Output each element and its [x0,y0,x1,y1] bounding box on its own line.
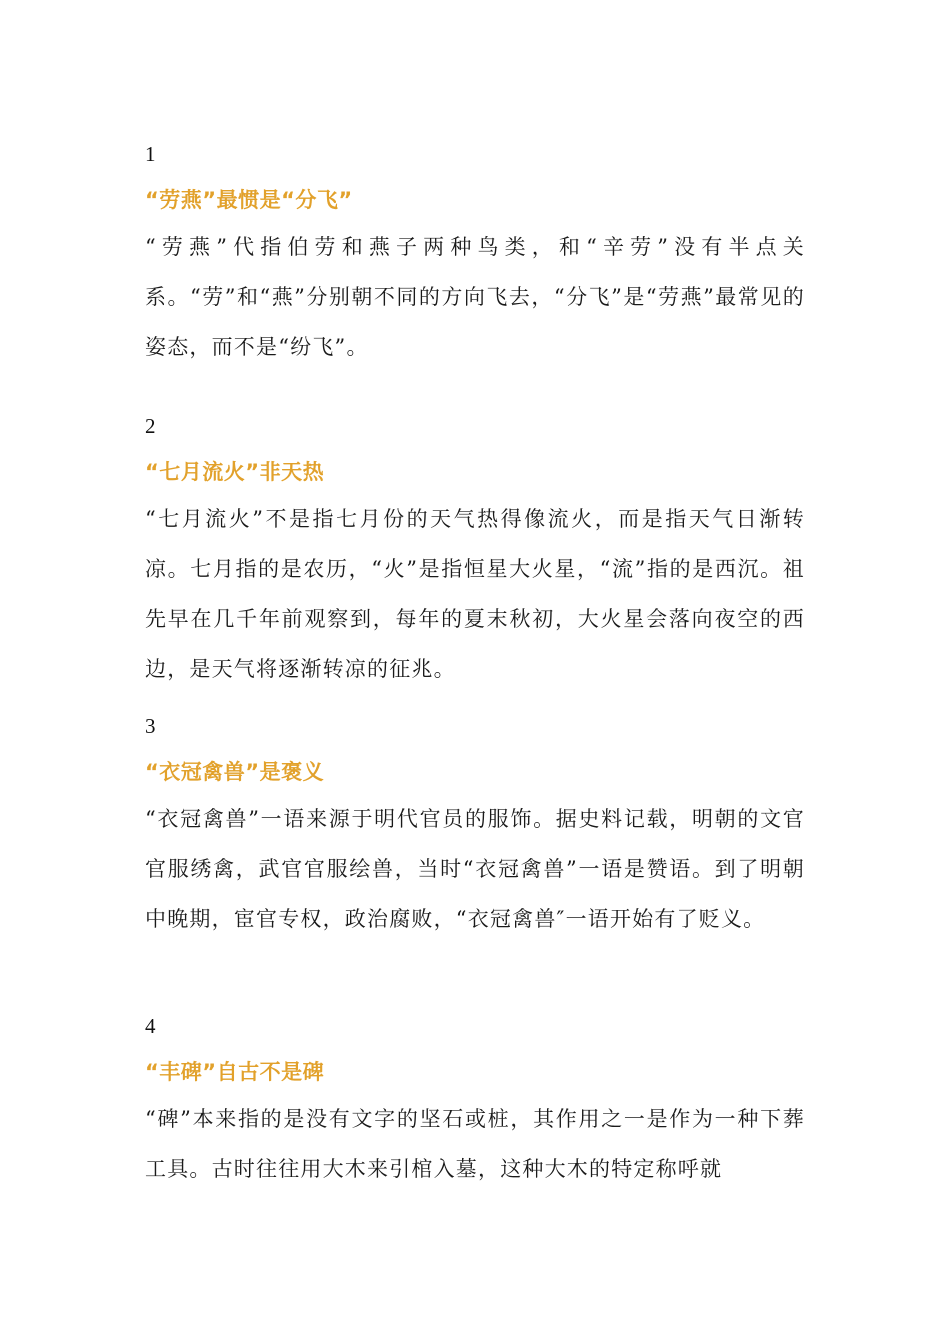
section-2 [145,412,805,694]
section-paragraph: “劳燕”代指伯劳和燕子两种鸟类，和“辛劳”没有半点关系。“劳”和“燕”分别朝不同的方向飞去，“分飞”是“劳燕”最常见的姿态，而不是“纷飞”。 [145,235,805,359]
section-number: 2 [145,414,156,438]
section-3 [145,712,805,944]
section-heading: “丰碑”自古不是碑 [145,1060,325,1084]
section-paragraph: “碑”本来指的是没有文字的坚石或桩，其作用之一是作为一种下葬工具。古时往往用大木来引棺入墓，这种大木的特定称呼就 [145,1107,805,1181]
section-heading: “衣冠禽兽”是褒义 [145,760,325,784]
section-1 [145,140,805,372]
section-paragraph: “衣冠禽兽”一语来源于明代官员的服饰。据史料记载，明朝的文官官服绣禽，武官官服绘兽，当时“衣冠禽兽”一语是赞语。到了明朝中晚期，宦官专权，政治腐败，“衣冠禽兽″一语开始有了贬义。 [145,807,805,931]
section-heading: “劳燕”最惯是“分飞” [145,188,353,212]
section-number: 4 [145,1014,156,1038]
section-4 [145,1012,805,1194]
section-number: 1 [145,142,156,166]
section-paragraph: “七月流火”不是指七月份的天气热得像流火，而是指天气日渐转凉。七月指的是农历，“火”是指恒星大火星，“流”指的是西沉。祖先早在几千年前观察到，每年的夏末秋初，大火星会落向夜空的西边，是天气将逐渐转凉的征兆。 [145,507,805,681]
section-heading: “七月流火”非天热 [145,460,325,484]
section-number: 3 [145,714,156,738]
